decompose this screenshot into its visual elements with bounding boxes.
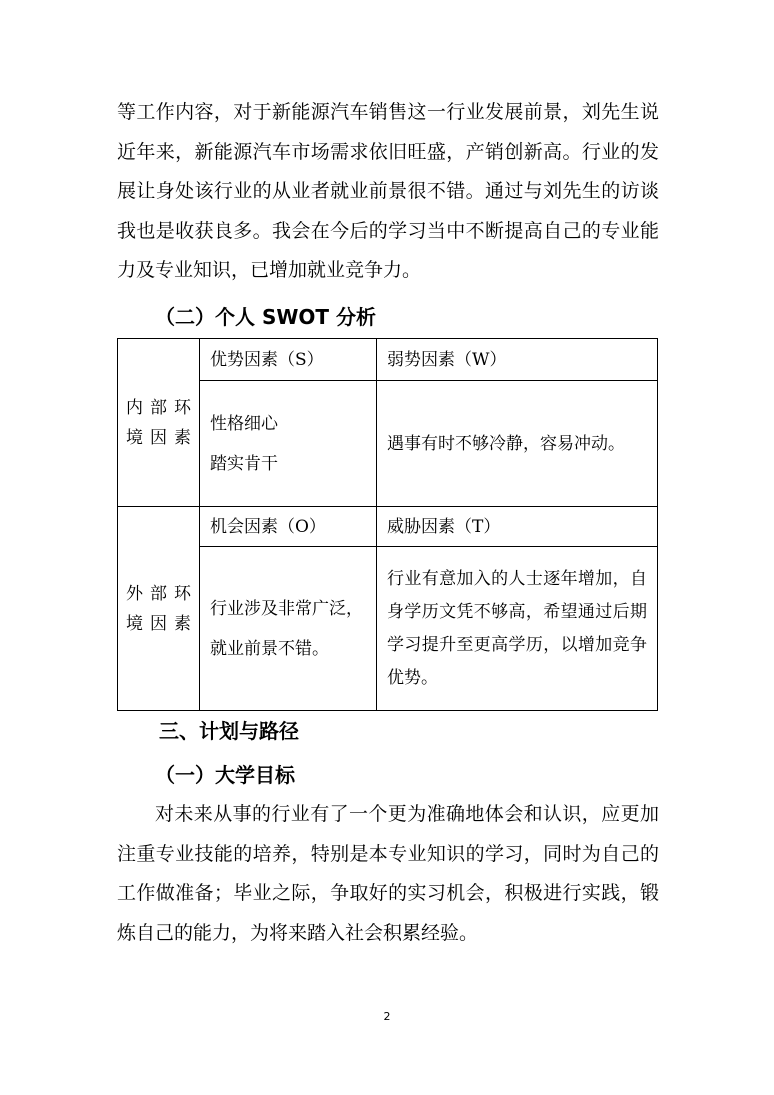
weakness-header: 弱势因素（W）	[377, 339, 658, 381]
plan-heading: 三、计划与路径	[159, 719, 299, 743]
page-number: 2	[383, 1010, 391, 1023]
goal-paragraph: 对未来从事的行业有了一个更为准确地体会和认识，应更加注重专业技能的培养，特别是本专业知识的学习，同时为自己的工作做准备；毕业之际，争取好的实习机会，积极进行实践，锻炼自己的能力，为将来踏入社会积累经验。	[117, 803, 659, 944]
strength-item: 性格细心	[210, 413, 278, 434]
opportunity-header: 机会因素（O）	[200, 507, 377, 547]
strength-item: 踏实肯干	[210, 453, 278, 474]
university-goal-heading: （一）大学目标	[155, 763, 295, 787]
table-row	[118, 339, 658, 381]
strength-cell	[200, 381, 377, 507]
swot-heading: （二）个人 SWOT 分析	[155, 305, 377, 329]
table-row	[118, 507, 658, 547]
swot-table	[117, 338, 658, 711]
threat-header: 威胁因素（T）	[377, 507, 658, 547]
opportunity-cell: 行业涉及非常广泛， 就业前景不错。	[200, 547, 377, 711]
weakness-cell: 遇事有时不够冷静，容易冲动。	[377, 381, 658, 507]
intro-paragraph: 等工作内容，对于新能源汽车销售这一行业发展前景，刘先生说近年来，新能源汽车市场需求依旧旺盛，产销创新高。行业的发展让身处该行业的从业者就业前景很不错。通过与刘先生的访谈我也是收获良多。我会在今后的学习当中不断提高自己的专业能力及专业知识，已增加就业竞争力。	[117, 101, 659, 281]
strength-header: 优势因素（S）	[200, 339, 377, 381]
external-factors-label: 外部环 境因素	[118, 507, 200, 711]
threat-cell: 行业有意加入的人士逐年增加，自身学历文凭不够高，希望通过后期学习提升至更高学历，以增加竞争优势。	[377, 547, 658, 711]
internal-factors-label: 内部环 境因素	[118, 339, 200, 507]
